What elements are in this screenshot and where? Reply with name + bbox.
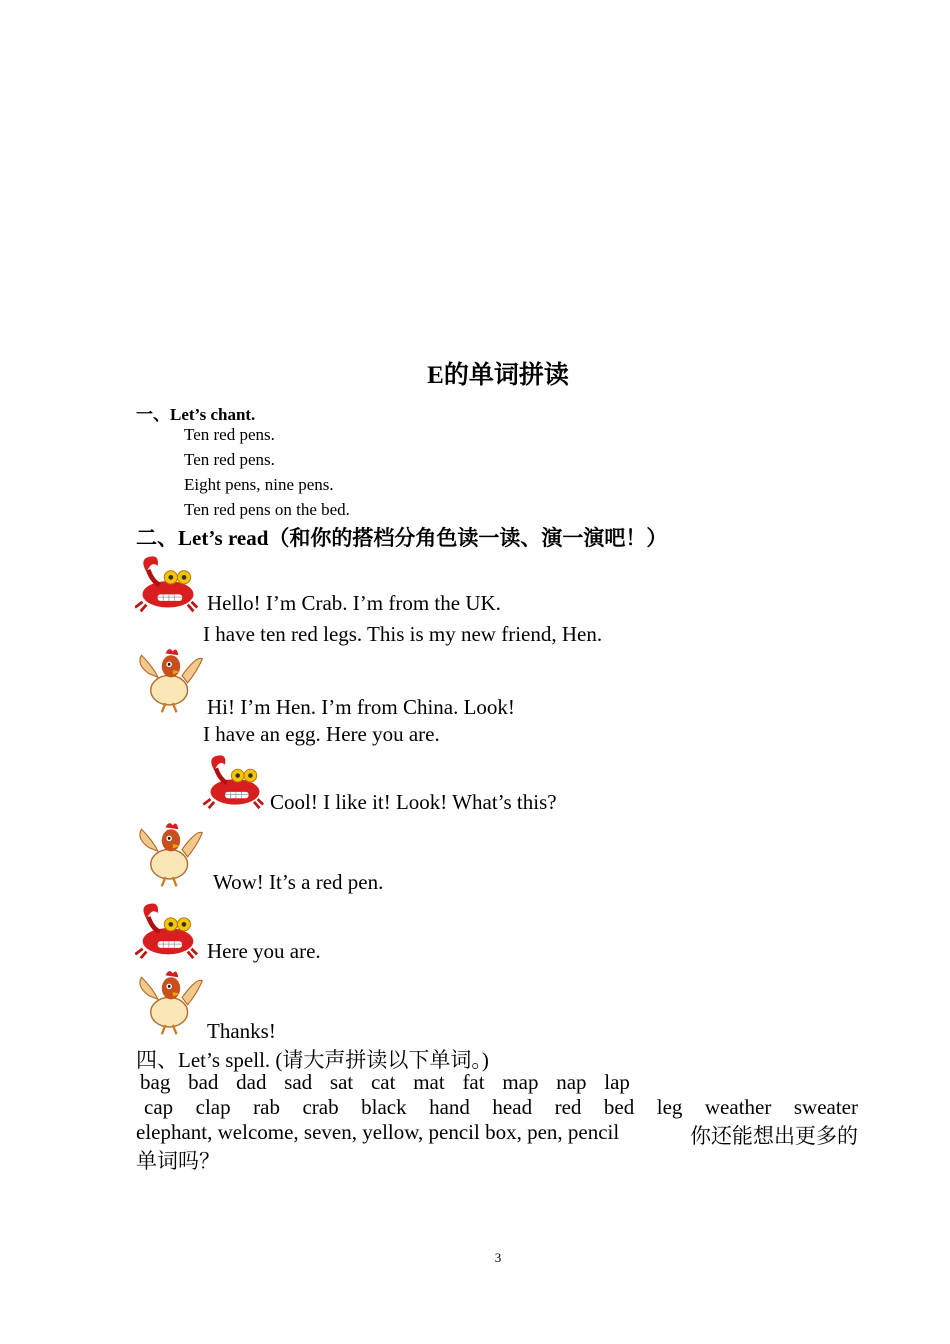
page-number: 3 bbox=[494, 1250, 502, 1265]
spell-row-1 bbox=[140, 1070, 630, 1095]
spell-word: sat bbox=[329, 1070, 354, 1094]
spell-row-2 bbox=[144, 1095, 858, 1120]
dialogue-line: I have an egg. Here you are. bbox=[203, 722, 440, 746]
spell-word: bad bbox=[188, 1070, 219, 1094]
spell-word: black bbox=[361, 1095, 407, 1119]
dialogue-line: Cool! I like it! Look! What’s this? bbox=[270, 790, 557, 814]
spell-word: leg bbox=[656, 1095, 683, 1119]
spell-word: dad bbox=[236, 1070, 267, 1094]
hen-icon bbox=[135, 968, 207, 1038]
chant-line: Ten red pens. bbox=[184, 425, 275, 444]
crab-icon bbox=[202, 752, 268, 810]
spell-word: rab bbox=[253, 1095, 280, 1119]
spell-word: bed bbox=[603, 1095, 635, 1119]
spell-word: fat bbox=[462, 1070, 485, 1094]
dialogue-line: Here you are. bbox=[207, 939, 321, 963]
section4-heading: 四、Let’s spell. (请大声拼读以下单词。) bbox=[136, 1048, 489, 1072]
hen-icon bbox=[135, 646, 207, 716]
chant-line: Eight pens, nine pens. bbox=[184, 475, 334, 494]
dialogue-line: Thanks! bbox=[207, 1019, 276, 1043]
dialogue-line: Hi! I’m Hen. I’m from China. Look! bbox=[207, 695, 515, 719]
spell-word: bag bbox=[140, 1070, 171, 1094]
hen-icon bbox=[135, 820, 207, 890]
page-title: E的单词拼读 bbox=[427, 362, 569, 389]
spell-word: red bbox=[554, 1095, 582, 1119]
spell-word: map bbox=[502, 1070, 539, 1094]
dialogue-line: Wow! It’s a red pen. bbox=[213, 870, 384, 894]
spell-word: cat bbox=[370, 1070, 396, 1094]
spell-word: lap bbox=[604, 1070, 630, 1094]
section1-heading: 一、Let’s chant. bbox=[136, 405, 256, 424]
crab-icon bbox=[135, 900, 201, 960]
spell-row-4: 单词吗？ bbox=[136, 1149, 220, 1173]
spell-word: sad bbox=[284, 1070, 313, 1094]
dialogue-line: I have ten red legs. This is my new friend, Hen. bbox=[203, 622, 603, 646]
spell-word: mat bbox=[413, 1070, 445, 1094]
spell-prompt: 你还能想出更多的 bbox=[690, 1124, 858, 1148]
spell-words: elephant, welcome, seven, yellow, pencil box, pen, pencil bbox=[136, 1120, 620, 1144]
crab-icon bbox=[135, 552, 201, 614]
spell-word: cap bbox=[144, 1095, 174, 1119]
spell-word: clap bbox=[195, 1095, 231, 1119]
chant-line: Ten red pens. bbox=[184, 450, 275, 469]
dialogue-line: Hello! I’m Crab. I’m from the UK. bbox=[207, 591, 501, 615]
spell-word: sweater bbox=[793, 1095, 858, 1119]
spell-word: weather bbox=[704, 1095, 772, 1119]
spell-word: hand bbox=[429, 1095, 470, 1119]
section2-heading: 二、Let’s read（和你的搭档分角色读一读、演一演吧！） bbox=[136, 526, 668, 550]
spell-word: crab bbox=[302, 1095, 339, 1119]
spell-word: head bbox=[492, 1095, 533, 1119]
chant-line: Ten red pens on the bed. bbox=[184, 500, 350, 519]
spell-word: nap bbox=[556, 1070, 587, 1094]
